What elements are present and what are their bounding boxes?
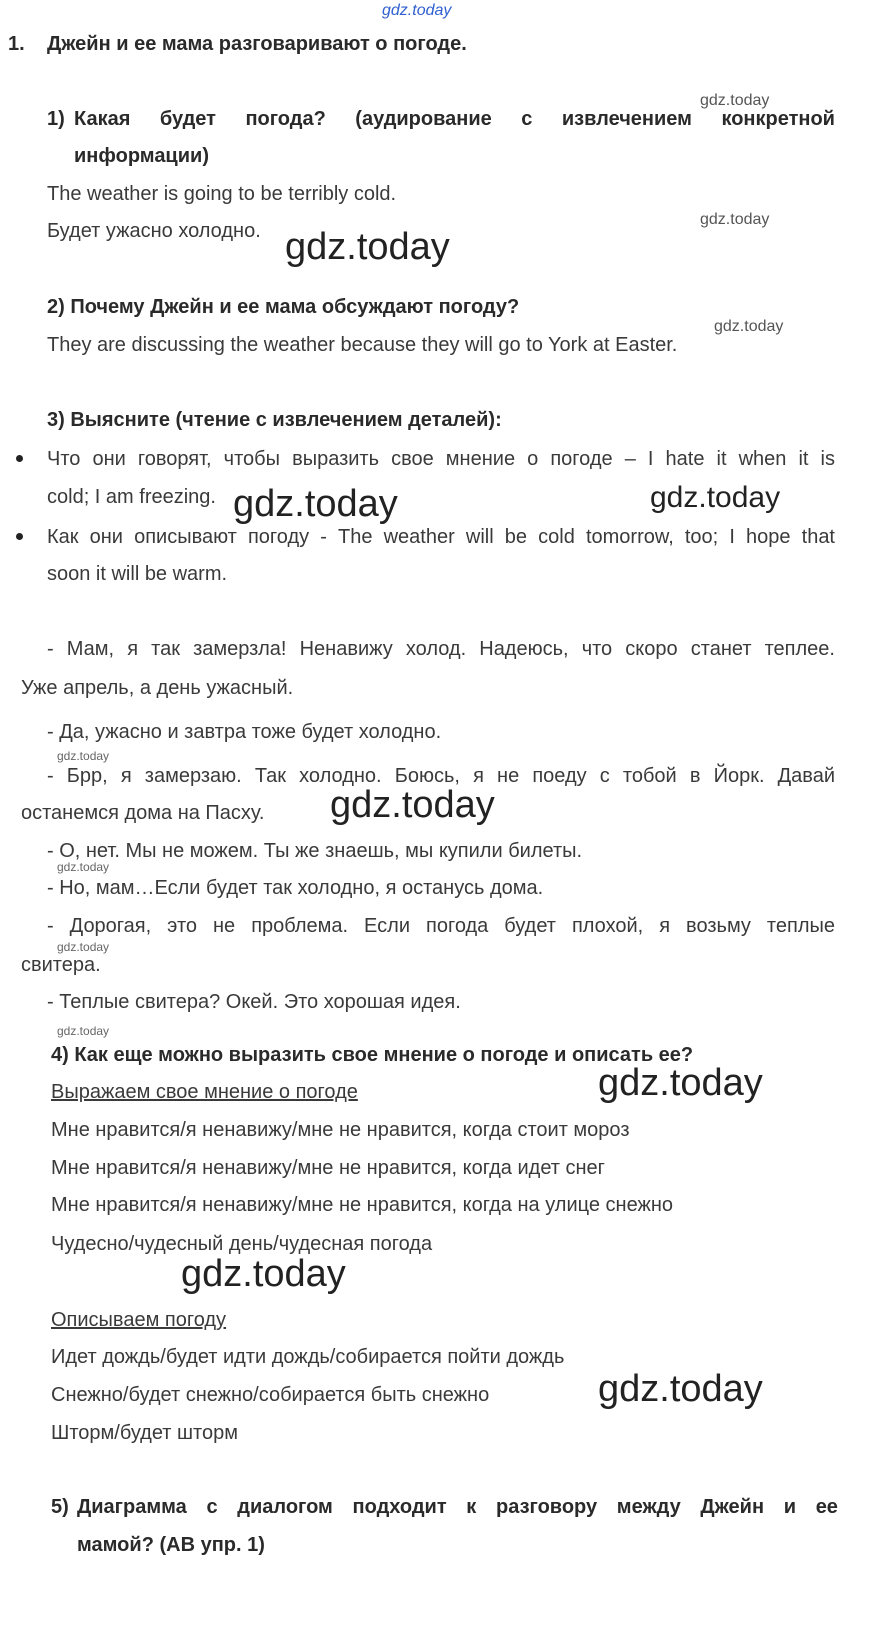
q3-bullet1-line1: Что они говорят, чтобы выразить свое мнение о погоде – I hate it when it is	[47, 448, 835, 470]
opinion-item: Мне нравится/я ненавижу/мне не нравится, когда стоит мороз	[51, 1119, 630, 1141]
q1-word: будет	[159, 108, 216, 130]
q5-word: диалогом	[237, 1496, 333, 1518]
q5-word: разговору	[495, 1496, 598, 1518]
dialog-line: - Теплые свитера? Окей. Это хорошая идея.	[47, 991, 461, 1013]
q5-word: Джейн	[700, 1496, 765, 1518]
q3-bullet2-line1: Как они описывают погоду - The weather will be cold tomorrow, too; I hope that	[47, 526, 835, 548]
q1-word: конкретной	[721, 108, 835, 130]
q5-word: и	[783, 1496, 797, 1518]
dialog-line: - Мам, я так замерзла! Ненавижу холод. Надеюсь, что скоро станет теплее.	[47, 638, 835, 660]
q5-word: Диаграмма	[77, 1496, 187, 1518]
watermark: gdz.today	[57, 749, 110, 763]
describe-item: Шторм/будет шторм	[51, 1422, 238, 1444]
q5-word: с	[206, 1496, 218, 1518]
bullet-icon	[16, 455, 23, 462]
watermark: gdz.today	[700, 92, 770, 109]
watermark: gdz.today	[285, 226, 450, 268]
q4-title: 4) Как еще можно выразить свое мнение о погоде и описать ее?	[51, 1044, 694, 1066]
watermark: gdz.today	[57, 940, 110, 954]
q1-answer-ru: Будет ужасно холодно.	[47, 220, 261, 242]
dialog-line: - Но, мам…Если будет так холодно, я останусь дома.	[47, 877, 544, 899]
q2-answer: They are discussing the weather because they will go to York at Easter.	[47, 334, 678, 356]
dialog-line: свитера.	[21, 954, 101, 976]
opinion-item: Мне нравится/я ненавижу/мне не нравится, когда на улице снежно	[51, 1194, 674, 1216]
watermark: gdz.today	[714, 318, 784, 335]
q3-bullet1-line2: cold; I am freezing.	[47, 486, 216, 508]
watermark: gdz.today	[57, 860, 110, 874]
task-title: Джейн и ее мама разговаривают о погоде.	[47, 33, 467, 55]
dialog-line: - Дорогая, это не проблема. Если погода будет плохой, я возьму теплые	[47, 915, 835, 937]
q5-question-line1	[77, 1495, 838, 1519]
opinion-item: Чудесно/чудесный день/чудесная погода	[51, 1233, 433, 1255]
q1-answer-en: The weather is going to be terribly cold.	[47, 183, 397, 205]
watermark: gdz.today	[700, 211, 770, 228]
q1-word: (аудирование	[355, 108, 492, 130]
q5-label: 5)	[51, 1496, 69, 1518]
q1-word: с	[521, 108, 533, 130]
q1-word: погода?	[245, 108, 326, 130]
describe-heading: Описываем погоду	[51, 1309, 227, 1331]
q5-word: между	[616, 1496, 681, 1518]
dialog-line: - Брр, я замерзаю. Так холодно. Боюсь, я не поеду с тобой в Йорк. Давай	[47, 765, 835, 787]
dialog-line: Уже апрель, а день ужасный.	[21, 677, 294, 699]
bullet-icon	[16, 533, 23, 540]
dialog-line: - Да, ужасно и завтра тоже будет холодно.	[47, 721, 442, 743]
watermark-top: gdz.today	[382, 2, 452, 19]
q1-question-line2: информации)	[74, 145, 209, 167]
opinion-item: Мне нравится/я ненавижу/мне не нравится, когда идет снег	[51, 1157, 605, 1179]
q5-word: подходит	[352, 1496, 447, 1518]
q5-word: к	[466, 1496, 477, 1518]
task-number: 1.	[8, 33, 25, 55]
watermark: gdz.today	[598, 1368, 763, 1410]
q3-title: 3) Выясните (чтение с извлечением деталей):	[47, 409, 502, 431]
q5-word: ее	[815, 1496, 838, 1518]
watermark: gdz.today	[233, 483, 398, 525]
dialog-line: - О, нет. Мы не можем. Ты же знаешь, мы купили билеты.	[47, 840, 583, 862]
q5-question-line2: мамой? (АВ упр. 1)	[77, 1534, 265, 1556]
describe-item: Снежно/будет снежно/собирается быть снежно	[51, 1384, 490, 1406]
q2-title: 2) Почему Джейн и ее мама обсуждают погоду?	[47, 296, 520, 318]
q1-word: Какая	[74, 108, 131, 130]
q1-label: 1)	[47, 108, 65, 130]
describe-item: Идет дождь/будет идти дождь/собирается пойти дождь	[51, 1346, 565, 1368]
watermark: gdz.today	[181, 1253, 346, 1295]
watermark: gdz.today	[330, 784, 495, 826]
q1-question-line1	[74, 107, 835, 131]
opinion-heading: Выражаем свое мнение о погоде	[51, 1081, 358, 1103]
dialog-line: останемся дома на Пасху.	[21, 802, 265, 824]
watermark: gdz.today	[650, 481, 781, 514]
watermark: gdz.today	[57, 1024, 110, 1038]
watermark: gdz.today	[598, 1062, 763, 1104]
q3-bullet2-line2: soon it will be warm.	[47, 563, 228, 585]
q1-word: извлечением	[561, 108, 692, 130]
